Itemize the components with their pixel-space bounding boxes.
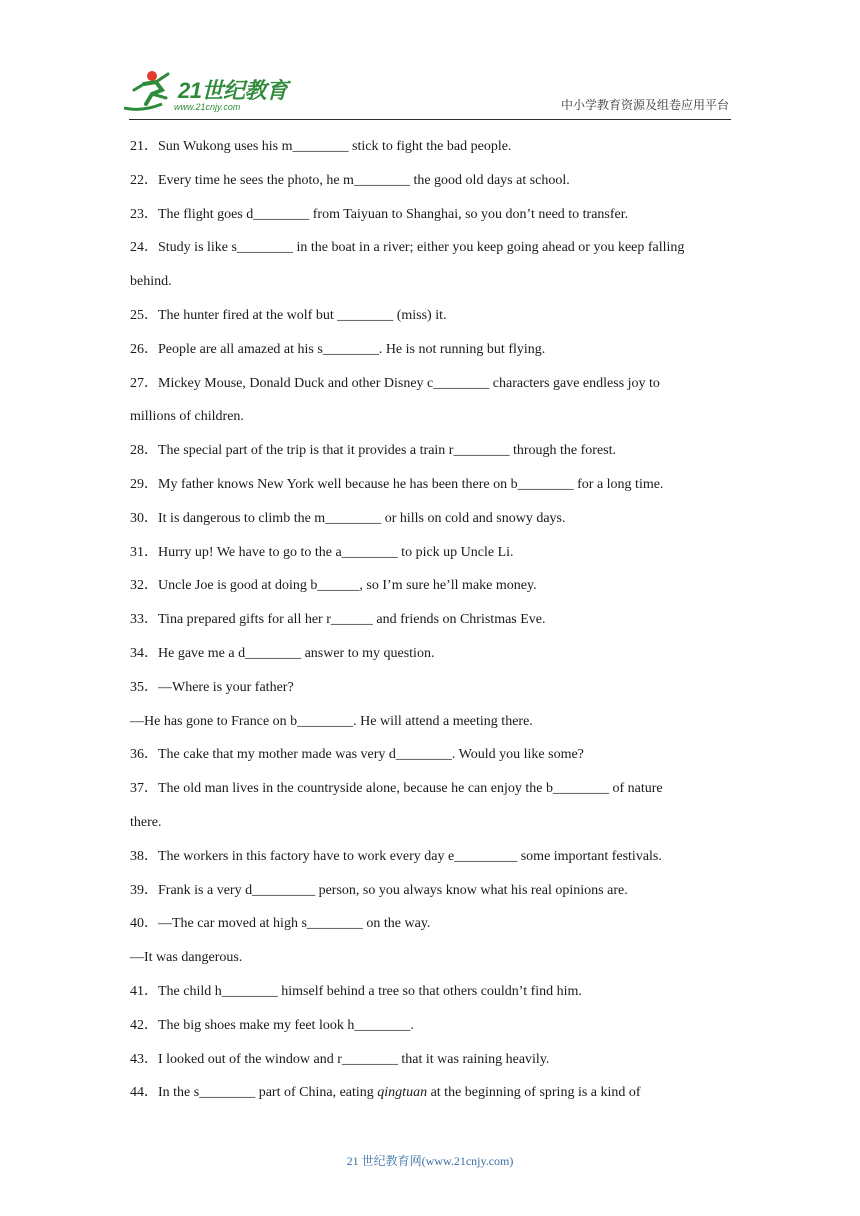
exercise-line: 35．—Where is your father? bbox=[130, 679, 294, 695]
exercise-line: there. bbox=[130, 814, 162, 830]
exercise-list bbox=[130, 130, 732, 1110]
exercise-line: 42．The big shoes make my feet look h________. bbox=[130, 1017, 414, 1033]
exercise-line: —He has gone to France on b________. He will attend a meeting there. bbox=[130, 713, 533, 729]
platform-title: 中小学教育资源及组卷应用平台 bbox=[560, 98, 729, 112]
logo bbox=[122, 68, 292, 116]
exercise-line: 22．Every time he sees the photo, he m________ the good old days at school. bbox=[130, 172, 570, 188]
logo-url: www.21cnjy.com bbox=[174, 102, 241, 112]
exercise-line: 32．Uncle Joe is good at doing b______, so I’m sure he’ll make money. bbox=[130, 578, 537, 594]
exercise-line: 24．Study is like s________ in the boat in a river; either you keep going ahead or you keep falling bbox=[130, 240, 685, 256]
line44-italic: qingtuan bbox=[377, 1085, 428, 1101]
exercise-line: 36．The cake that my mother made was very d________. Would you like some? bbox=[130, 747, 584, 763]
exercise-line: 41．The child h________ himself behind a tree so that others couldn’t find him. bbox=[130, 983, 582, 999]
exercise-line: 29．My father knows New York well because he has been there on b________ for a long time. bbox=[130, 476, 664, 492]
exercise-line: 25．The hunter fired at the wolf but ________ (miss) it. bbox=[130, 307, 447, 323]
exercise-line: 34．He gave me a d________ answer to my question. bbox=[130, 645, 435, 661]
page-footer: 21 世纪教育网(www.21cnjy.com) bbox=[346, 1154, 514, 1168]
line44-after: at the beginning of spring is a kind of bbox=[427, 1085, 641, 1101]
exercise-line: behind. bbox=[130, 274, 172, 290]
exercise-line: 40．—The car moved at high s________ on the way. bbox=[130, 916, 431, 932]
exercise-line: 39．Frank is a very d_________ person, so you always know what his real opinions are. bbox=[130, 882, 628, 898]
header-divider bbox=[129, 119, 731, 120]
exercise-line: 31．Hurry up! We have to go to the a________ to pick up Uncle Li. bbox=[130, 544, 514, 560]
exercise-line: 38．The workers in this factory have to work every day e_________ some important festivals. bbox=[130, 848, 662, 864]
exercise-line: 28．The special part of the trip is that it provides a train r________ through the forest. bbox=[130, 443, 616, 459]
exercise-line: 27．Mickey Mouse, Donald Duck and other Disney c________ characters gave endless joy to bbox=[130, 375, 660, 391]
exercise-line: 30．It is dangerous to climb the m________ or hills on cold and snowy days. bbox=[130, 510, 566, 526]
exercise-line: 43．I looked out of the window and r________ that it was raining heavily. bbox=[130, 1051, 550, 1067]
line44-before: 44．In the s________ part of China, eating bbox=[130, 1085, 378, 1101]
exercise-line-44 bbox=[130, 1076, 732, 1110]
exercise-line: —It was dangerous. bbox=[130, 950, 243, 966]
exercise-line: 21．Sun Wukong uses his m________ stick to fight the bad people. bbox=[130, 139, 512, 154]
exercise-line: millions of children. bbox=[130, 409, 244, 425]
logo-text: 21世纪教育 bbox=[178, 78, 288, 103]
runner-logo-icon bbox=[122, 68, 180, 116]
page-header bbox=[0, 0, 860, 125]
exercise-line: 33．Tina prepared gifts for all her r______ and friends on Christmas Eve. bbox=[130, 612, 546, 628]
exercise-line: 26．People are all amazed at his s________. He is not running but flying. bbox=[130, 341, 546, 357]
exercise-line: 23．The flight goes d________ from Taiyuan to Shanghai, so you don’t need to transfer. bbox=[130, 206, 629, 222]
exercise-line: 37．The old man lives in the countryside alone, because he can enjoy the b________ of nature bbox=[130, 781, 663, 797]
